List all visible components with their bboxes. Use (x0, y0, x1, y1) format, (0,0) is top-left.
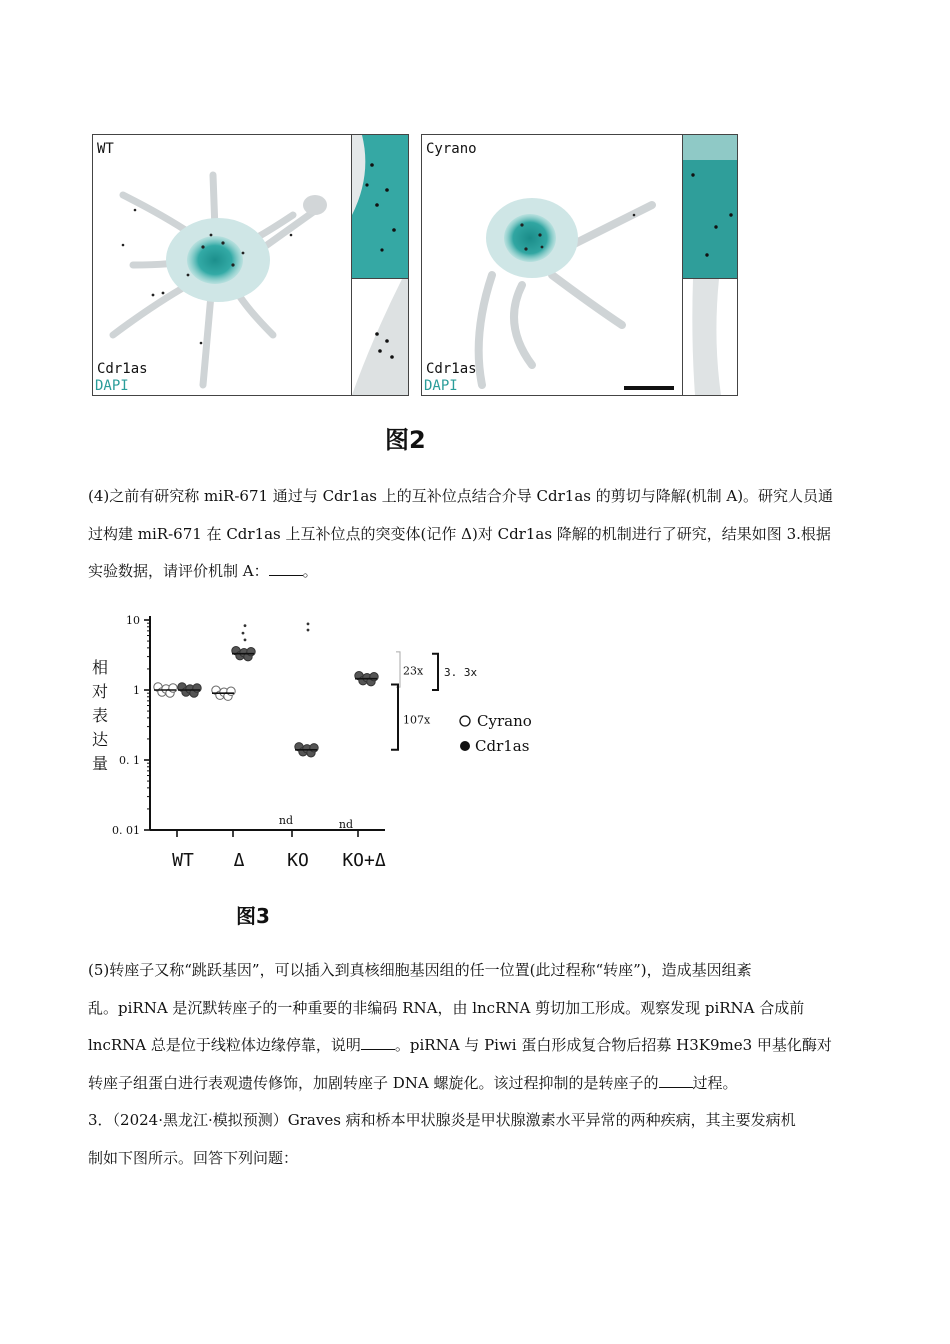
ylabel-char: 表 (91, 706, 108, 725)
y-tick-label: 0. 01 (112, 824, 140, 837)
fold-label-23x: 23x (403, 664, 424, 678)
fold-label-107x: 107x (403, 713, 431, 727)
cdr1as-point (310, 744, 318, 752)
legend-cyrano-label: Cyrano (477, 712, 532, 730)
micrograph-cyrano-main (421, 134, 683, 396)
cyrano-cdr1as-label: Cdr1as (426, 361, 477, 377)
q5-line-4-text: 转座子组蛋白进行表观遗传修饰，加剧转座子 DNA 螺旋化。该过程抑制的是转座子的 (88, 1073, 659, 1092)
ylabel-char: 相 (91, 658, 108, 677)
x-tick-label: KO+Δ (342, 850, 386, 871)
answer-blank-q5b[interactable] (659, 1086, 693, 1088)
x-tick-label: Δ (233, 850, 245, 871)
bracket-23x (396, 652, 400, 687)
legend-cyrano-marker (460, 716, 470, 726)
scale-bar (624, 386, 674, 390)
ylabel-char: 对 (91, 682, 108, 701)
question-3 (88, 1102, 868, 1177)
q4-line-2: 过构建 miR-671 在 Cdr1as 上互补位点的突变体(记作 Δ)对 Cdr1as 降解的机制进行了研究，结果如图 3.根据 (88, 524, 831, 543)
q5-line-4 (88, 1065, 868, 1103)
y-tick-label: 1 (133, 684, 140, 697)
legend-cdr1as-label: Cdr1as (475, 737, 530, 755)
figure-2-caption: 图2 (385, 426, 426, 454)
outlier-dot (244, 624, 247, 627)
x-tick-label: WT (172, 850, 194, 871)
cyrano-inset-bottom-image (683, 279, 737, 395)
cyrano-point (169, 684, 177, 692)
answer-blank-q5a[interactable] (361, 1048, 395, 1050)
figure-3-caption: 图3 (236, 904, 270, 928)
wt-inset-top-image (352, 135, 408, 278)
q5-line-4-end: 过程。 (692, 1073, 738, 1092)
q4-line-3 (88, 553, 868, 591)
q5-line-3 (88, 1027, 868, 1065)
cyrano-title: Cyrano (426, 141, 477, 157)
y-tick-label: 0. 1 (119, 754, 140, 767)
chart-axes (112, 614, 532, 871)
q3-line-1: 3．（2024·黑龙江·模拟预测）Graves 病和桥本甲状腺炎是甲状腺激素水平异常的两种疾病，其主要发病机 (88, 1111, 796, 1129)
nd-label: nd (278, 814, 294, 827)
x-tick-label: KO (287, 850, 309, 871)
cdr1as-point (247, 648, 255, 656)
fold-label-3-3x: 3. 3x (444, 666, 478, 680)
wt-cell-image (93, 135, 351, 395)
figure-3-chart (100, 600, 560, 880)
q4-line-3-end: 。 (302, 562, 318, 580)
bracket-107x (391, 684, 398, 749)
cdr1as-point (193, 684, 201, 692)
chart-marks (154, 622, 378, 756)
micrograph-wt-inset-top (351, 134, 409, 279)
q5-line-2: 乱。piRNA 是沉默转座子的一种重要的非编码 RNA，由 lncRNA 剪切加工形成。观察发现 piRNA 合成前 (88, 998, 805, 1017)
outlier-dot (307, 622, 310, 625)
cdr1as-point (370, 673, 378, 681)
y-tick-label: 10 (126, 614, 140, 627)
wt-cdr1as-label: Cdr1as (97, 361, 148, 377)
wt-title: WT (97, 141, 114, 157)
outlier-dot (242, 632, 245, 635)
cyrano-inset-top-image (683, 135, 737, 278)
bracket-3-3x (432, 654, 438, 690)
question-5 (88, 952, 868, 1102)
ylabel-char: 达 (91, 730, 108, 749)
outlier-dot (244, 638, 247, 641)
micrograph-cyrano-inset-top (682, 134, 738, 279)
ylabel-char: 量 (91, 754, 108, 773)
q5-line-3-rest: 。piRNA 与 Piwi 蛋白形成复合物后招募 H3K9me3 甲基化酶对 (394, 1036, 832, 1054)
cyrano-point (227, 687, 235, 695)
q5-line-1: (5)转座子又称“跳跃基因”，可以插入到真核细胞基因组的任一位置(此过程称“转座”)，造成基因组紊 (88, 961, 752, 979)
answer-blank-q4[interactable] (269, 574, 303, 576)
micrograph-wt-main (92, 134, 352, 396)
q5-line-3-text: lncRNA 总是位于线粒体边缘停靠，说明 (88, 1036, 361, 1054)
cyrano-dapi-label: DAPI (424, 378, 458, 394)
q4-line-3-text: 实验数据，请评价机制 A： (88, 562, 269, 580)
outlier-dot (307, 629, 310, 632)
q4-line-1: (4)之前有研究称 miR-671 通过与 Cdr1as 上的互补位点结合介导 Cdr1as 的剪切与降解(机制 A)。研究人员通 (88, 487, 834, 505)
micrograph-cyrano-inset-bottom (682, 278, 738, 396)
wt-dapi-label: DAPI (95, 378, 129, 394)
question-4 (88, 478, 868, 591)
cyrano-cell-image (422, 135, 682, 395)
q3-line-2: 制如下图所示。回答下列问题： (88, 1148, 299, 1167)
wt-inset-bottom-image (352, 279, 408, 395)
nd-label: nd (338, 818, 354, 831)
micrograph-wt-inset-bottom (351, 278, 409, 396)
legend-cdr1as-marker (460, 741, 470, 751)
